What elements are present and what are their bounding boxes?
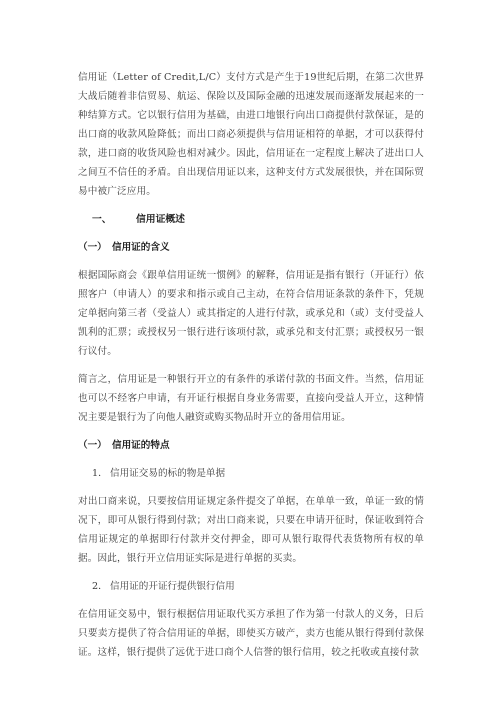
feature-title: 信用证交易的标的物是单据 bbox=[110, 468, 226, 479]
intro-paragraph: 信用证（Letter of Credit,L/C）支付方式是产生于19世纪后期，在第二次世界大战后随着非信贸易、航运、保险以及国际金融的迅速发展而逐渐发展起来的一种结算方式。它以银行信用为基础，由进口地银行向出口商提供付款保证，是的出口商的收款风险降低；而出口商必须提供与信用证相符的单据，才可以获得付款，进口商的收货风险也相对减少。因此，信用证在一定程度上解决了进出口人之间互不信任的矛盾。自出现信用证以来，这种支付方式发展很快，并在国际贸易中被广泛应用。 bbox=[78, 72, 424, 197]
subsection-heading-features bbox=[78, 436, 424, 455]
summary-paragraph: 简言之，信用证是一种银行开立的有条件的承诺付款的书面文件。当然，信用证也可以不经客户申请，有开证行根据自身业务需要，直接向受益人开立，这种情况主要是银行为了向他人融资或购买物品时开立的备用信用证。 bbox=[78, 374, 424, 423]
subsection-number: （一） bbox=[78, 242, 107, 253]
feature-heading-1 bbox=[78, 464, 424, 483]
feature-paragraph-2: 在信用证交易中，银行根据信用证取代买方承担了作为第一付款人的义务，日后只要卖方提供了符合信用证的单据，即使买方破产，卖方也能从银行得到付款保证。这样，银行提供了远优于进口商个人信誉的银行信用，较之托收或直接付款 bbox=[78, 609, 424, 658]
subsection-title: 信用证的含义 bbox=[112, 242, 170, 253]
section-title: 信用证概述 bbox=[136, 214, 185, 225]
section-heading bbox=[78, 210, 424, 229]
section-number: 一、 bbox=[92, 214, 112, 225]
feature-title: 信用证的开证行提供银行信用 bbox=[110, 581, 235, 592]
subsection-heading-meaning bbox=[78, 238, 424, 257]
document-page bbox=[78, 68, 424, 662]
feature-number: 2． bbox=[92, 581, 108, 592]
subsection-title: 信用证的特点 bbox=[112, 440, 170, 451]
feature-paragraph-1: 对出口商来说，只要按信用证规定条件提交了单据，在单单一致，单证一致的情况下，即可从银行得到付款；对出口商来说，只要在申请开征时，保证收到符合信用证规定的单据即行付款并交付押金，即可从银行取得代表货物所有权的单据。因此，银行开立信用证实际是进行单据的买卖。 bbox=[78, 496, 424, 564]
feature-number: 1． bbox=[92, 468, 108, 479]
subsection-number: （一） bbox=[78, 440, 107, 451]
feature-heading-2 bbox=[78, 577, 424, 596]
definition-paragraph: 根据国际商会《跟单信用证统一惯例》的解释，信用证是指有银行（开证行）依照客户（申请人）的要求和指示或自己主动，在符合信用证条款的条件下，凭规定单据向第三者（受益人）或其指定的人进行付款，或承兑和（或）支付受益人凯利的汇票；或授权另一银行进行该项付款，或承兑和支付汇票；或授权另一银行议付。 bbox=[78, 270, 424, 357]
